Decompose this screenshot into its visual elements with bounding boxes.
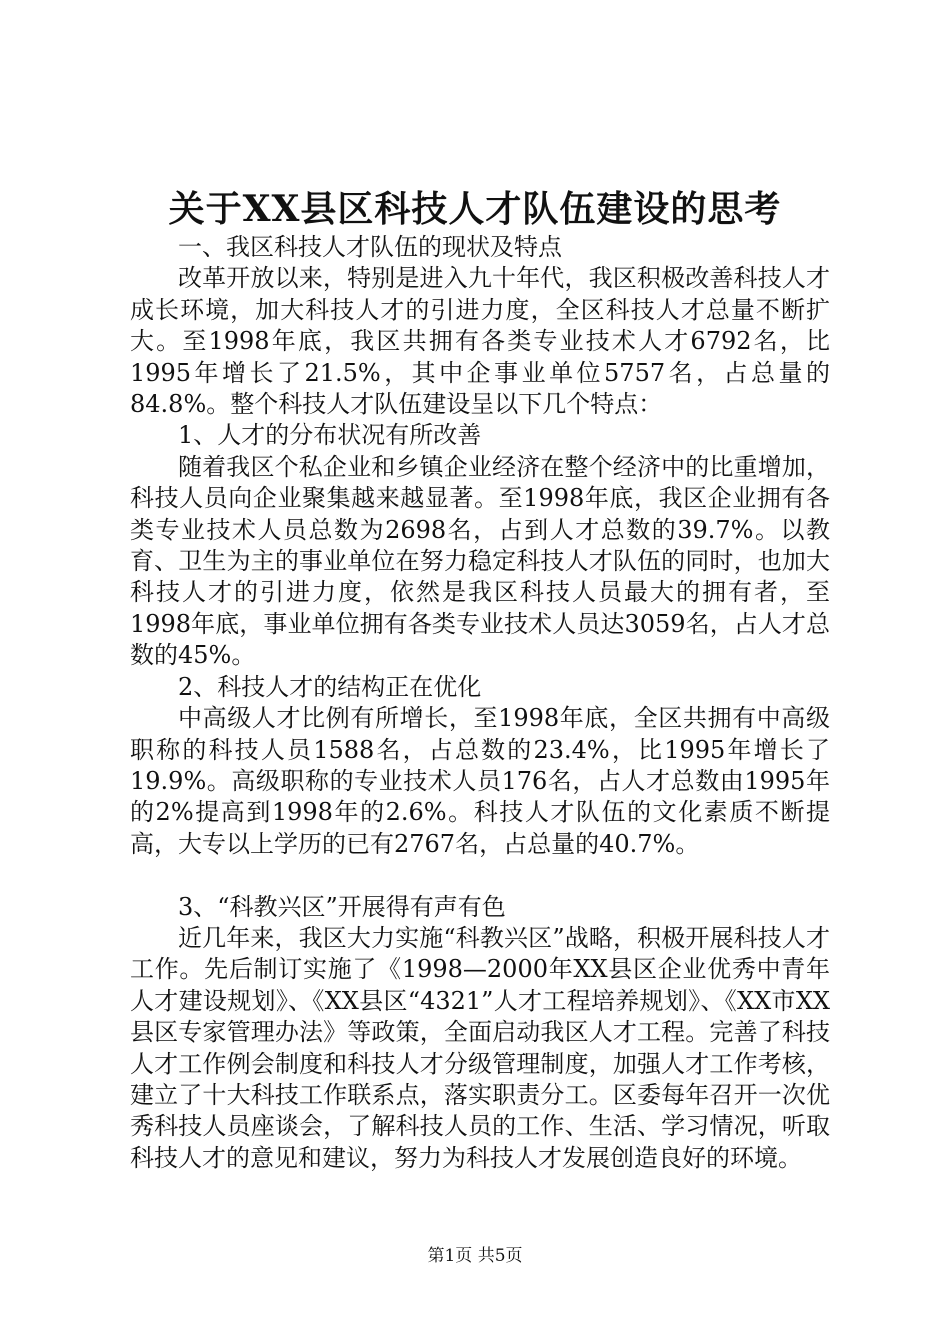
section-heading-1: 一、我区科技人才队伍的现状及特点	[178, 233, 562, 261]
subheading-2: 2、科技人才的结构正在优化	[178, 672, 482, 701]
paragraph-policy: 近几年来，我区大力实施“科教兴区”战略，积极开展科技人才工作。先后制订实施了《1998—2000年XX县区企业优秀中青年人才建设规划》、《XX县区“4321”人才工程培养规划》、《XX市XX县区专家管理办法》等政策，全面启动我区人才工程。完善了科技人才工作例会制度和科技人才分级管理制度，加强人才工作考核，建立了十大科技工作联系点，落实职责分工。区委每年召开一次优秀科技人员座谈会，了解科技人员的工作、生活、学习情况，听取科技人才的意见和建议，努力为科技人才发展创造良好的环境。	[130, 923, 830, 1172]
subheading-1: 1、人才的分布状况有所改善	[178, 421, 482, 450]
paragraph-intro: 改革开放以来，特别是进入九十年代，我区积极改善科技人才成长环境，加大科技人才的引进力度，全区科技人才总量不断扩大。至1998年底，我区共拥有各类专业技术人才6792名，比1995年增长了21.5%，其中企事业单位5757名，占总量的84.8%。整个科技人才队伍建设呈以下几个特点：	[130, 264, 830, 419]
document-body	[130, 232, 830, 1174]
page-footer: 第1页 共5页	[427, 1246, 523, 1266]
page-title: 关于XX县区科技人才队伍建设的思考	[168, 188, 782, 230]
paragraph-distribution: 随着我区个私企业和乡镇企业经济在整个经济中的比重增加，科技人员向企业聚集越来越显著。至1998年底，我区企业拥有各类专业技术人员总数为2698名，占到人才总数的39.7%。以教育、卫生为主的事业单位在努力稳定科技人才队伍的同时，也加大科技人才的引进力度，依然是我区科技人员最大的拥有者，至1998年底，事业单位拥有各类专业技术人员达3059名，占人才总数的45%。	[130, 452, 830, 670]
subheading-3: 3、“科教兴区”开展得有声有色	[178, 892, 506, 921]
paragraph-structure: 中高级人才比例有所增长，至1998年底，全区共拥有中高级职称的科技人员1588名，占总数的23.4%，比1995年增长了19.9%。高级职称的专业技术人员176名，占人才总数由1995年的2%提高到1998年的2.6%。科技人才队伍的文化素质不断提高，大专以上学历的已有2767名，占总量的40.7%。	[130, 704, 830, 858]
